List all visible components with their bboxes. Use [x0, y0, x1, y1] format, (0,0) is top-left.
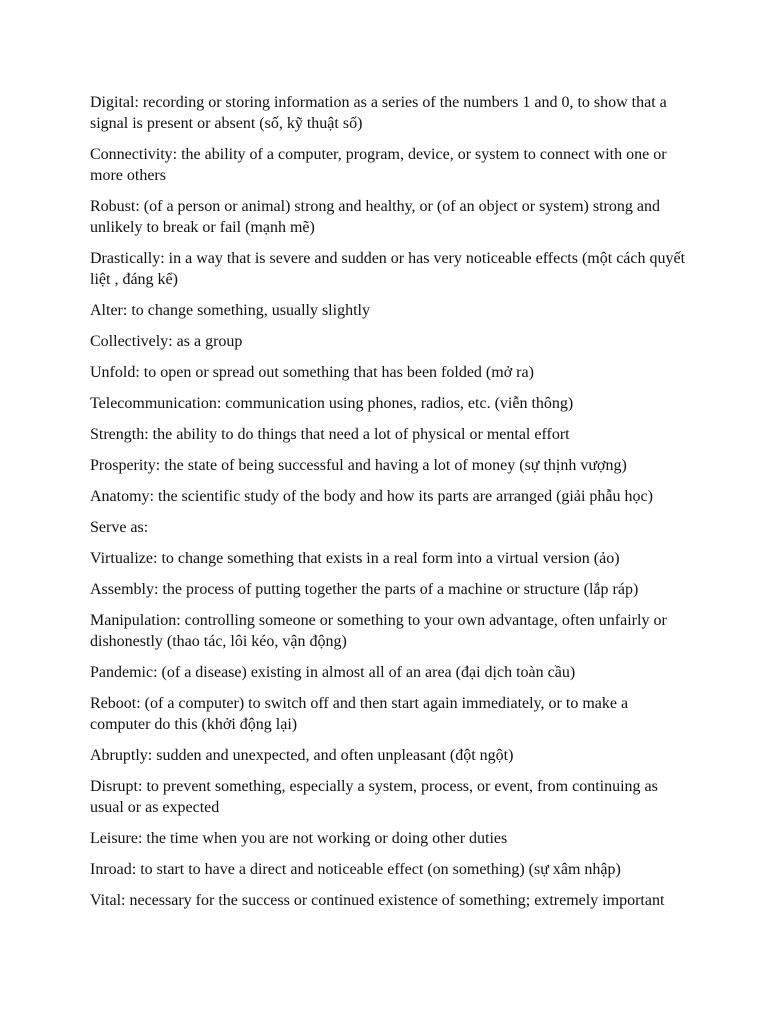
vocab-entry-manipulation: Manipulation: controlling someone or something to your own advantage, often unfairly or dishonestly (thao tác, lôi kéo, vận động) [90, 612, 667, 650]
vocab-entry-serve-as: Serve as: [90, 519, 149, 536]
vocab-entry-assembly: Assembly: the process of putting together the parts of a machine or structure (lắp ráp) [90, 581, 639, 598]
vocab-entry-vital: Vital: necessary for the success or continued existence of something; extremely important [90, 892, 665, 909]
vocab-entry-drastically: Drastically: in a way that is severe and sudden or has very noticeable effects (một cách quyết liệt , đáng kể) [90, 250, 686, 288]
vocab-entry-prosperity: Prosperity: the state of being successful and having a lot of money (sự thịnh vượng) [90, 457, 627, 474]
vocab-entry-inroad: Inroad: to start to have a direct and noticeable effect (on something) (sự xâm nhập) [90, 861, 621, 878]
vocab-entry-leisure: Leisure: the time when you are not working or doing other duties [90, 830, 508, 847]
vocab-entry-pandemic: Pandemic: (of a disease) existing in almost all of an area (đại dịch toàn cầu) [90, 664, 576, 681]
vocab-entry-digital: Digital: recording or storing information as a series of the numbers 1 and 0, to show that a signal is present or absent (số, kỹ thuật số) [90, 94, 667, 132]
vocab-entry-collectively: Collectively: as a group [90, 333, 243, 350]
vocab-entry-disrupt: Disrupt: to prevent something, especially a system, process, or event, from continuing as usual or as expected [90, 778, 658, 816]
vocab-entry-reboot: Reboot: (of a computer) to switch off and then start again immediately, or to make a computer do this (khởi động lại) [90, 695, 629, 733]
vocab-entry-robust: Robust: (of a person or animal) strong and healthy, or (of an object or system) strong and unlikely to break or fail (mạnh mẽ) [90, 198, 660, 236]
vocab-entry-abruptly: Abruptly: sudden and unexpected, and often unpleasant (đột ngột) [90, 747, 514, 764]
vocab-entry-anatomy: Anatomy: the scientific study of the body and how its parts are arranged (giải phẫu học) [90, 488, 653, 505]
vocab-entry-unfold: Unfold: to open or spread out something that has been folded (mở ra) [90, 364, 534, 381]
vocabulary-list [90, 92, 690, 921]
vocab-entry-telecommunication: Telecommunication: communication using phones, radios, etc. (viễn thông) [90, 395, 574, 412]
vocab-entry-strength: Strength: the ability to do things that need a lot of physical or mental effort [90, 426, 570, 443]
vocab-entry-connectivity: Connectivity: the ability of a computer, program, device, or system to connect with one or more others [90, 146, 667, 184]
vocab-entry-alter: Alter: to change something, usually slightly [90, 302, 370, 319]
vocab-entry-virtualize: Virtualize: to change something that exists in a real form into a virtual version (ảo) [90, 550, 620, 567]
